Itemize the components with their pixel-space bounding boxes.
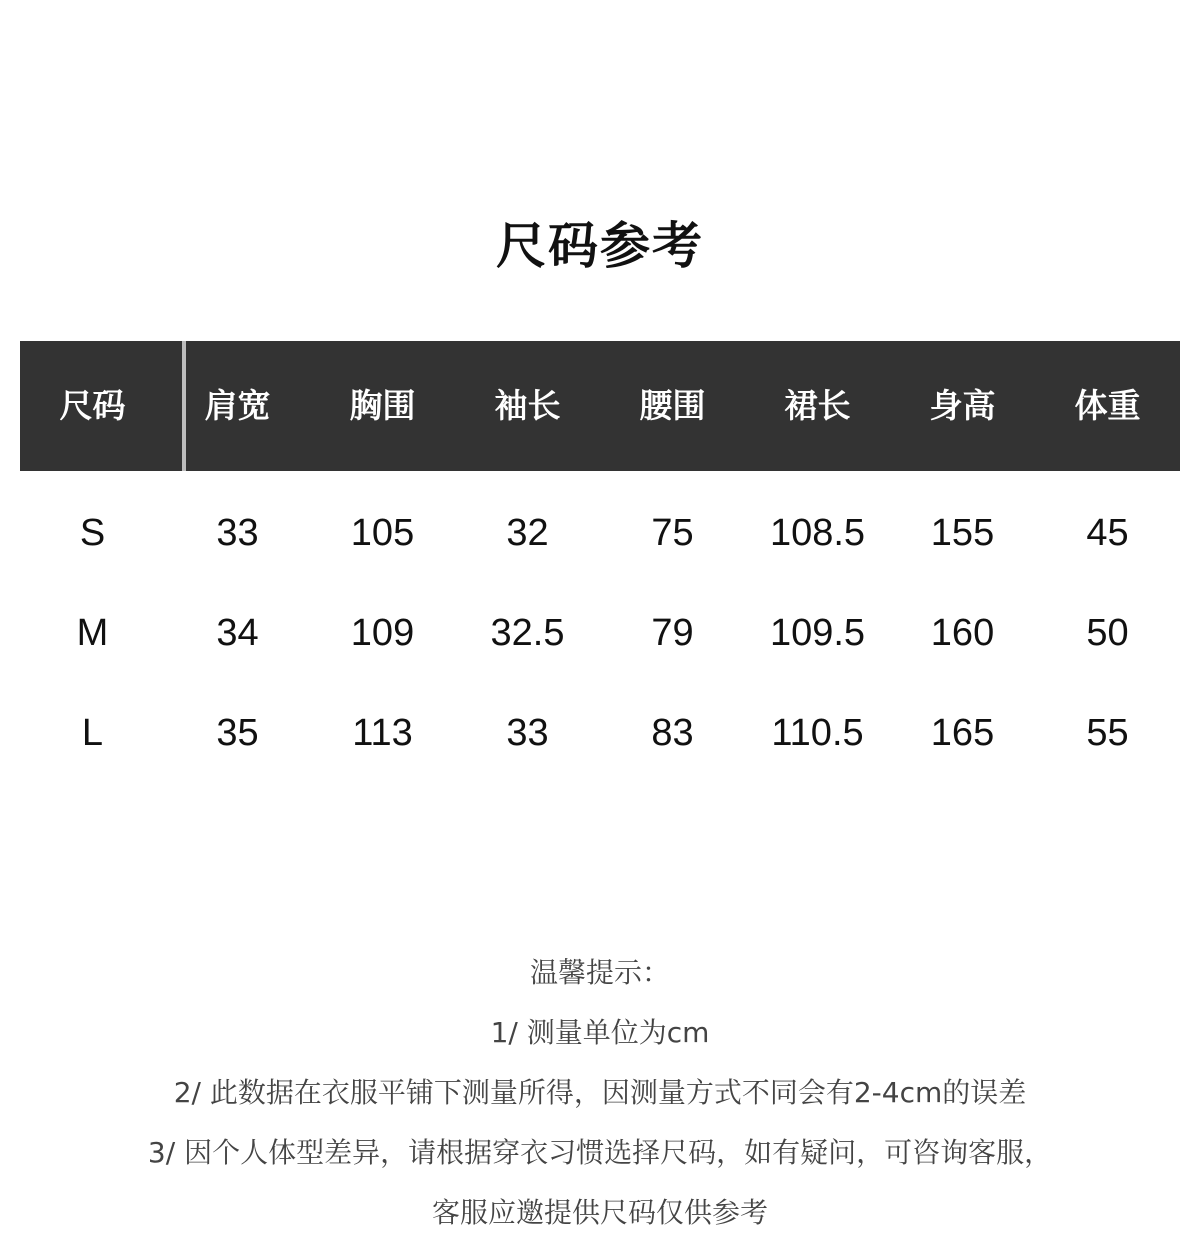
table-cell: 34: [216, 612, 259, 654]
table-cell: 160: [930, 612, 995, 654]
header-skirt-length: 裙长: [784, 386, 851, 425]
tips-section: [0, 943, 1200, 1243]
table-cell: 110.5: [771, 712, 864, 754]
table-row: [20, 603, 1180, 663]
table-cell: 79: [651, 612, 694, 654]
table-cell: 113: [352, 712, 413, 754]
table-cell: 105: [350, 512, 415, 554]
table-row: [20, 503, 1180, 563]
table-cell: S: [79, 512, 106, 554]
table-cell: 45: [1086, 512, 1129, 554]
tip-line: 2/ 此数据在衣服平铺下测量所得，因测量方式不同会有2-4cm的误差: [173, 1076, 1027, 1109]
header-shoulder: 肩宽: [204, 386, 271, 425]
table-cell: 55: [1086, 712, 1129, 754]
header-height: 身高: [929, 386, 996, 425]
tip-line: 1/ 测量单位为cm: [490, 1016, 710, 1049]
header-waist: 腰围: [639, 386, 706, 425]
tip-line: 客服应邀提供尺码仅供参考: [431, 1196, 768, 1229]
header-sleeve: 袖长: [494, 386, 561, 425]
tip-line: 3/ 因个人体型差异，请根据穿衣习惯选择尺码，如有疑问，可咨询客服，: [147, 1136, 1053, 1169]
header-weight: 体重: [1074, 386, 1141, 425]
table-cell: 50: [1086, 612, 1129, 654]
table-cell: 83: [651, 712, 694, 754]
table-cell: 33: [506, 712, 549, 754]
table-cell: 32.5: [490, 612, 565, 654]
table-cell: 155: [930, 512, 995, 554]
table-cell: 109: [350, 612, 415, 654]
tips-heading: 温馨提示：: [529, 956, 670, 989]
table-row: [20, 703, 1180, 763]
header-chest: 胸围: [349, 386, 416, 425]
table-cell: L: [81, 712, 104, 754]
table-cell: 32: [506, 512, 549, 554]
table-cell: 108.5: [769, 512, 866, 554]
table-cell: 75: [651, 512, 694, 554]
size-table-header: [20, 341, 1180, 471]
header-size: 尺码: [59, 386, 126, 425]
table-cell: 109.5: [769, 612, 866, 654]
table-cell: 165: [930, 712, 995, 754]
table-cell: 35: [216, 712, 259, 754]
page-title: 尺码参考: [496, 217, 704, 275]
table-cell: M: [76, 612, 109, 654]
table-cell: 33: [216, 512, 259, 554]
